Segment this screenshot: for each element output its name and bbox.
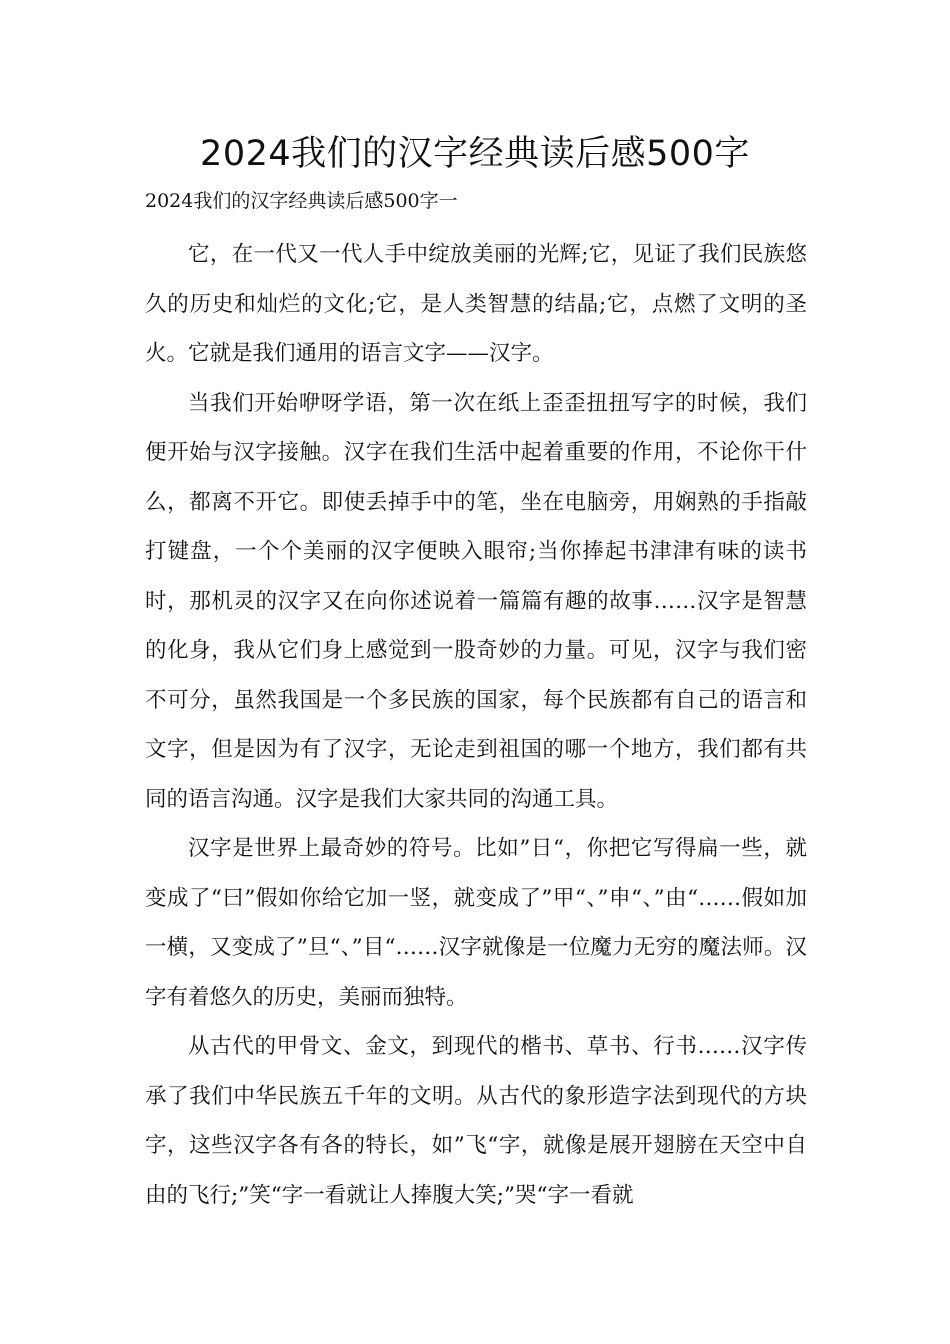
- paragraph: 它，在一代又一代人手中绽放美丽的光辉;它，见证了我们民族悠久的历史和灿烂的文化;它，是人类智慧的结晶;它，点燃了文明的圣火。它就是我们通用的语言文字——汉字。: [145, 242, 807, 366]
- paragraph: 汉字是世界上最奇妙的符号。比如”日“，你把它写得扁一些，就变成了“曰”假如你给它加一竖，就变成了”甲“、”申“、”由“……假如加一横，又变成了”旦“、”目“……汉字就像是一位魔力无穷的魔法师。汉字有着悠久的历史，美丽而独特。: [145, 836, 807, 1010]
- paragraph: 从古代的甲骨文、金文，到现代的楷书、草书、行书……汉字传承了我们中华民族五千年的文明。从古代的象形造字法到现代的方块字，这些汉字各有各的特长，如”飞“字，就像是展开翅膀在天空中自由的飞行;”笑“字一看就让人捧腹大笑;”哭“字一看就: [145, 1034, 807, 1208]
- paragraph: 当我们开始咿呀学语，第一次在纸上歪歪扭扭写字的时候，我们便开始与汉字接触。汉字在我们生活中起着重要的作用，不论你干什么，都离不开它。即使丢掉手中的笔，坐在电脑旁，用娴熟的手指敲打键盘，一个个美丽的汉字便映入眼帘;当你捧起书津津有味的读书时，那机灵的汉字又在向你述说着一篇篇有趣的故事……汉字是智慧的化身，我从它们身上感觉到一股奇妙的力量。可见，汉字与我们密不可分，虽然我国是一个多民族的国家，每个民族都有自己的语言和文字，但是因为有了汉字，无论走到祖国的哪一个地方，我们都有共同的语言沟通。汉字是我们大家共同的沟通工具。: [145, 390, 807, 812]
- document-subtitle: 2024我们的汉字经典读后感500字一: [145, 190, 458, 212]
- document-body: [145, 230, 807, 1220]
- document-title: 2024我们的汉字经典读后感500字: [200, 134, 750, 174]
